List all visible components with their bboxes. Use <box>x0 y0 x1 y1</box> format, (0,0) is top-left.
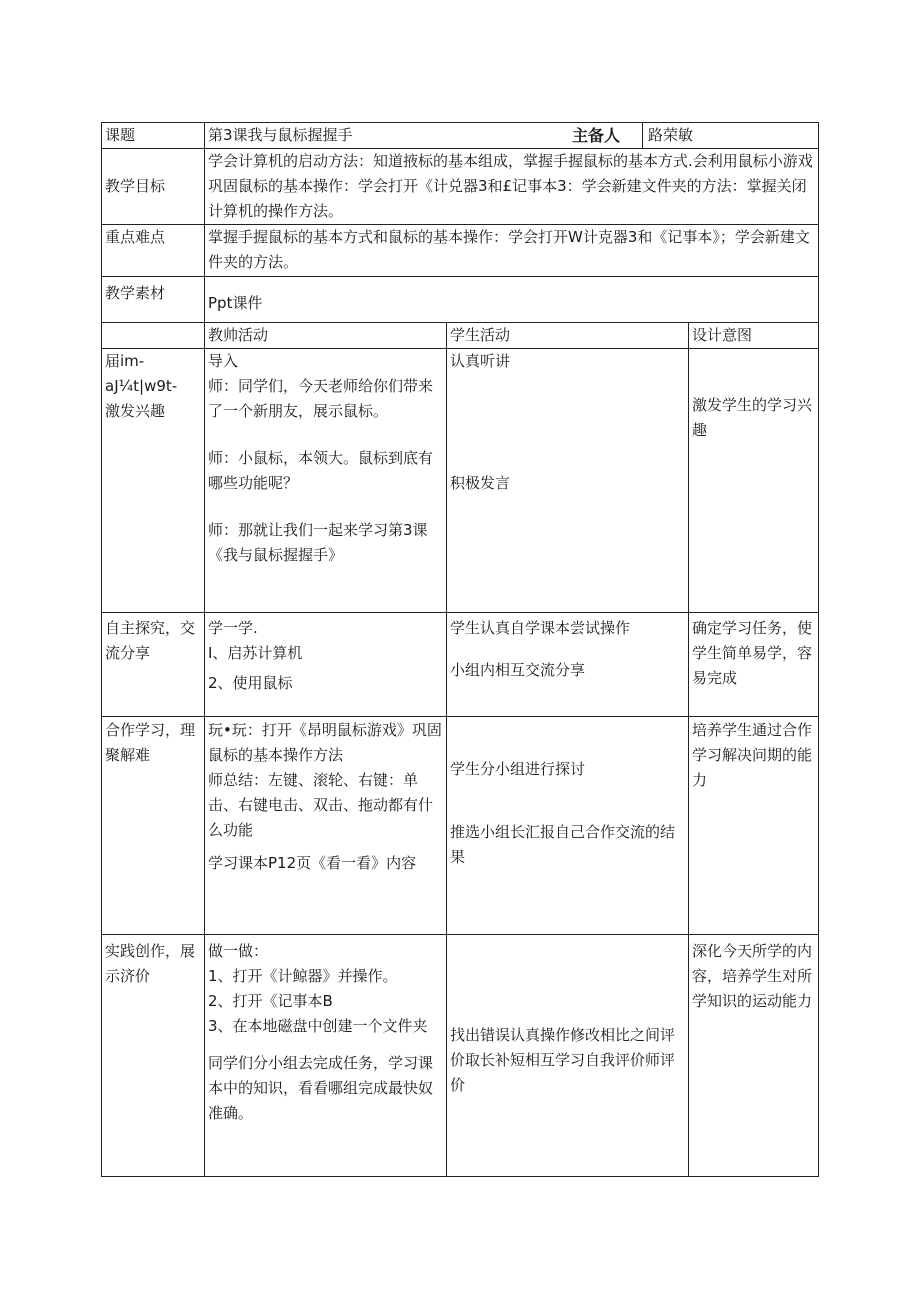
design-cell <box>689 935 819 1177</box>
column-header-row <box>102 323 819 349</box>
stage-line: 激发兴趣 <box>105 402 166 420</box>
student-cell <box>447 613 689 717</box>
host-cell <box>572 123 819 149</box>
student-line: 找出错误认真操作修改相比之间评价取长补短相互学习自我评价师评价 <box>450 1026 676 1094</box>
teacher-cell <box>205 717 447 935</box>
key-points-text: 掌握手握鼠标的基本方式和鼠标的基本操作：学会打开W计克器3和《记事本》；学会新建文件夹的方法。 <box>205 225 819 277</box>
design-cell <box>689 717 819 935</box>
teacher-line: 3、在本地磁盘中创建一个文件夹 <box>208 1017 428 1035</box>
topic-label: 课题 <box>102 123 205 149</box>
student-line: 学生认真自学课本尝试操作 <box>450 619 631 637</box>
teacher-line: 玩•玩：打开《昂明鼠标游戏》巩固鼠标的基本操作方法 <box>208 721 442 764</box>
teacher-line: 学习课本P12页《看一看》内容 <box>208 854 417 872</box>
stage-row-cooperate <box>102 717 819 935</box>
student-header: 学生活动 <box>447 323 689 349</box>
stage-header <box>102 323 205 349</box>
topic-value: 第3课我与鼠标握握手 <box>205 123 643 149</box>
key-points-row <box>102 225 819 277</box>
stage-cell: 合作学习，理聚解难 <box>102 717 205 935</box>
host-label-text: 主备人 <box>572 126 621 145</box>
student-line: 推选小组长汇报自己合作交流的结果 <box>450 823 676 866</box>
student-line: 认真听讲 <box>450 352 511 370</box>
host-value: 路荣敏 <box>648 126 694 144</box>
materials-value: Ppt课件 <box>205 277 819 323</box>
stage-line: aJ¼t|w9t- <box>105 377 178 395</box>
stage-line: 届im- <box>105 352 145 370</box>
teacher-line: 师总结：左键、滚轮、右键：单击、右键电击、双击、拖动都有什么功能 <box>208 771 434 839</box>
teacher-line: 师：小鼠标，本领大。鼠标到底有哪些功能呢？ <box>208 449 434 492</box>
teacher-line: 同学们分小组去完成任务，学习课本中的知识，看看哪组完成最快奴准确。 <box>208 1054 434 1122</box>
stage-row-explore <box>102 613 819 717</box>
teacher-line: 师：那就让我们一起来学习第3课《我与鼠标握握手》 <box>208 521 428 564</box>
stage-cell: 实践创作，展示济价 <box>102 935 205 1177</box>
teacher-cell <box>205 349 447 613</box>
student-cell <box>447 717 689 935</box>
teacher-cell <box>205 935 447 1177</box>
key-points-label: 重点难点 <box>102 225 205 277</box>
topic-row <box>102 123 819 149</box>
goals-row <box>102 149 819 225</box>
materials-label: 教学素材 <box>102 277 205 323</box>
goals-label: 教学目标 <box>102 149 205 225</box>
stage-cell: 自主探究，交流分享 <box>102 613 205 717</box>
design-header: 设计意图 <box>689 323 819 349</box>
teacher-line: 2、使用鼠标 <box>208 674 293 692</box>
student-line: 学生分小组进行探讨 <box>450 760 586 778</box>
student-line: 积极发言 <box>450 474 511 492</box>
teacher-line: 导入 <box>208 352 239 370</box>
stage-cell <box>102 349 205 613</box>
design-cell <box>689 613 819 717</box>
design-text: 培养学生通过合作学习解决问期的能力 <box>692 721 813 789</box>
teacher-line: 学一学. <box>208 619 258 637</box>
student-cell <box>447 349 689 613</box>
teacher-line: 2、打开《记事本B <box>208 992 333 1010</box>
teacher-line: 师：同学们，今天老师给你们带来了一个新朋友，展示鼠标。 <box>208 377 434 420</box>
design-text: 确定学习任务，使学生简单易学，容易完成 <box>692 619 813 687</box>
design-text: 深化今天所学的内容，培养学生对所学知识的运动能力 <box>692 942 813 1010</box>
lesson-plan-table <box>101 122 819 1177</box>
design-text: 激发学生的学习兴趣 <box>692 396 813 439</box>
teacher-header: 教帅活动 <box>205 323 447 349</box>
student-cell <box>447 935 689 1177</box>
goals-text: 学会计算机的启动方法：知道掖标的基本组成，掌握手握鼠标的基本方式.会利用鼠标小游戏巩固鼠标的基本操作：学会打开《计兑器3和£记事本3：学会新建文件夹的方法：掌握关闭计算机的操作方法。 <box>205 149 819 225</box>
materials-row <box>102 277 819 323</box>
teacher-line: I、启苏计算机 <box>208 644 303 662</box>
stage-row-intro <box>102 349 819 613</box>
student-line: 小组内相互交流分享 <box>450 661 586 679</box>
design-cell <box>689 349 819 613</box>
teacher-line: 1、打开《计鲸器》并操作。 <box>208 967 398 985</box>
teacher-line: 做一做： <box>208 942 269 960</box>
stage-row-practice <box>102 935 819 1177</box>
teacher-cell <box>205 613 447 717</box>
